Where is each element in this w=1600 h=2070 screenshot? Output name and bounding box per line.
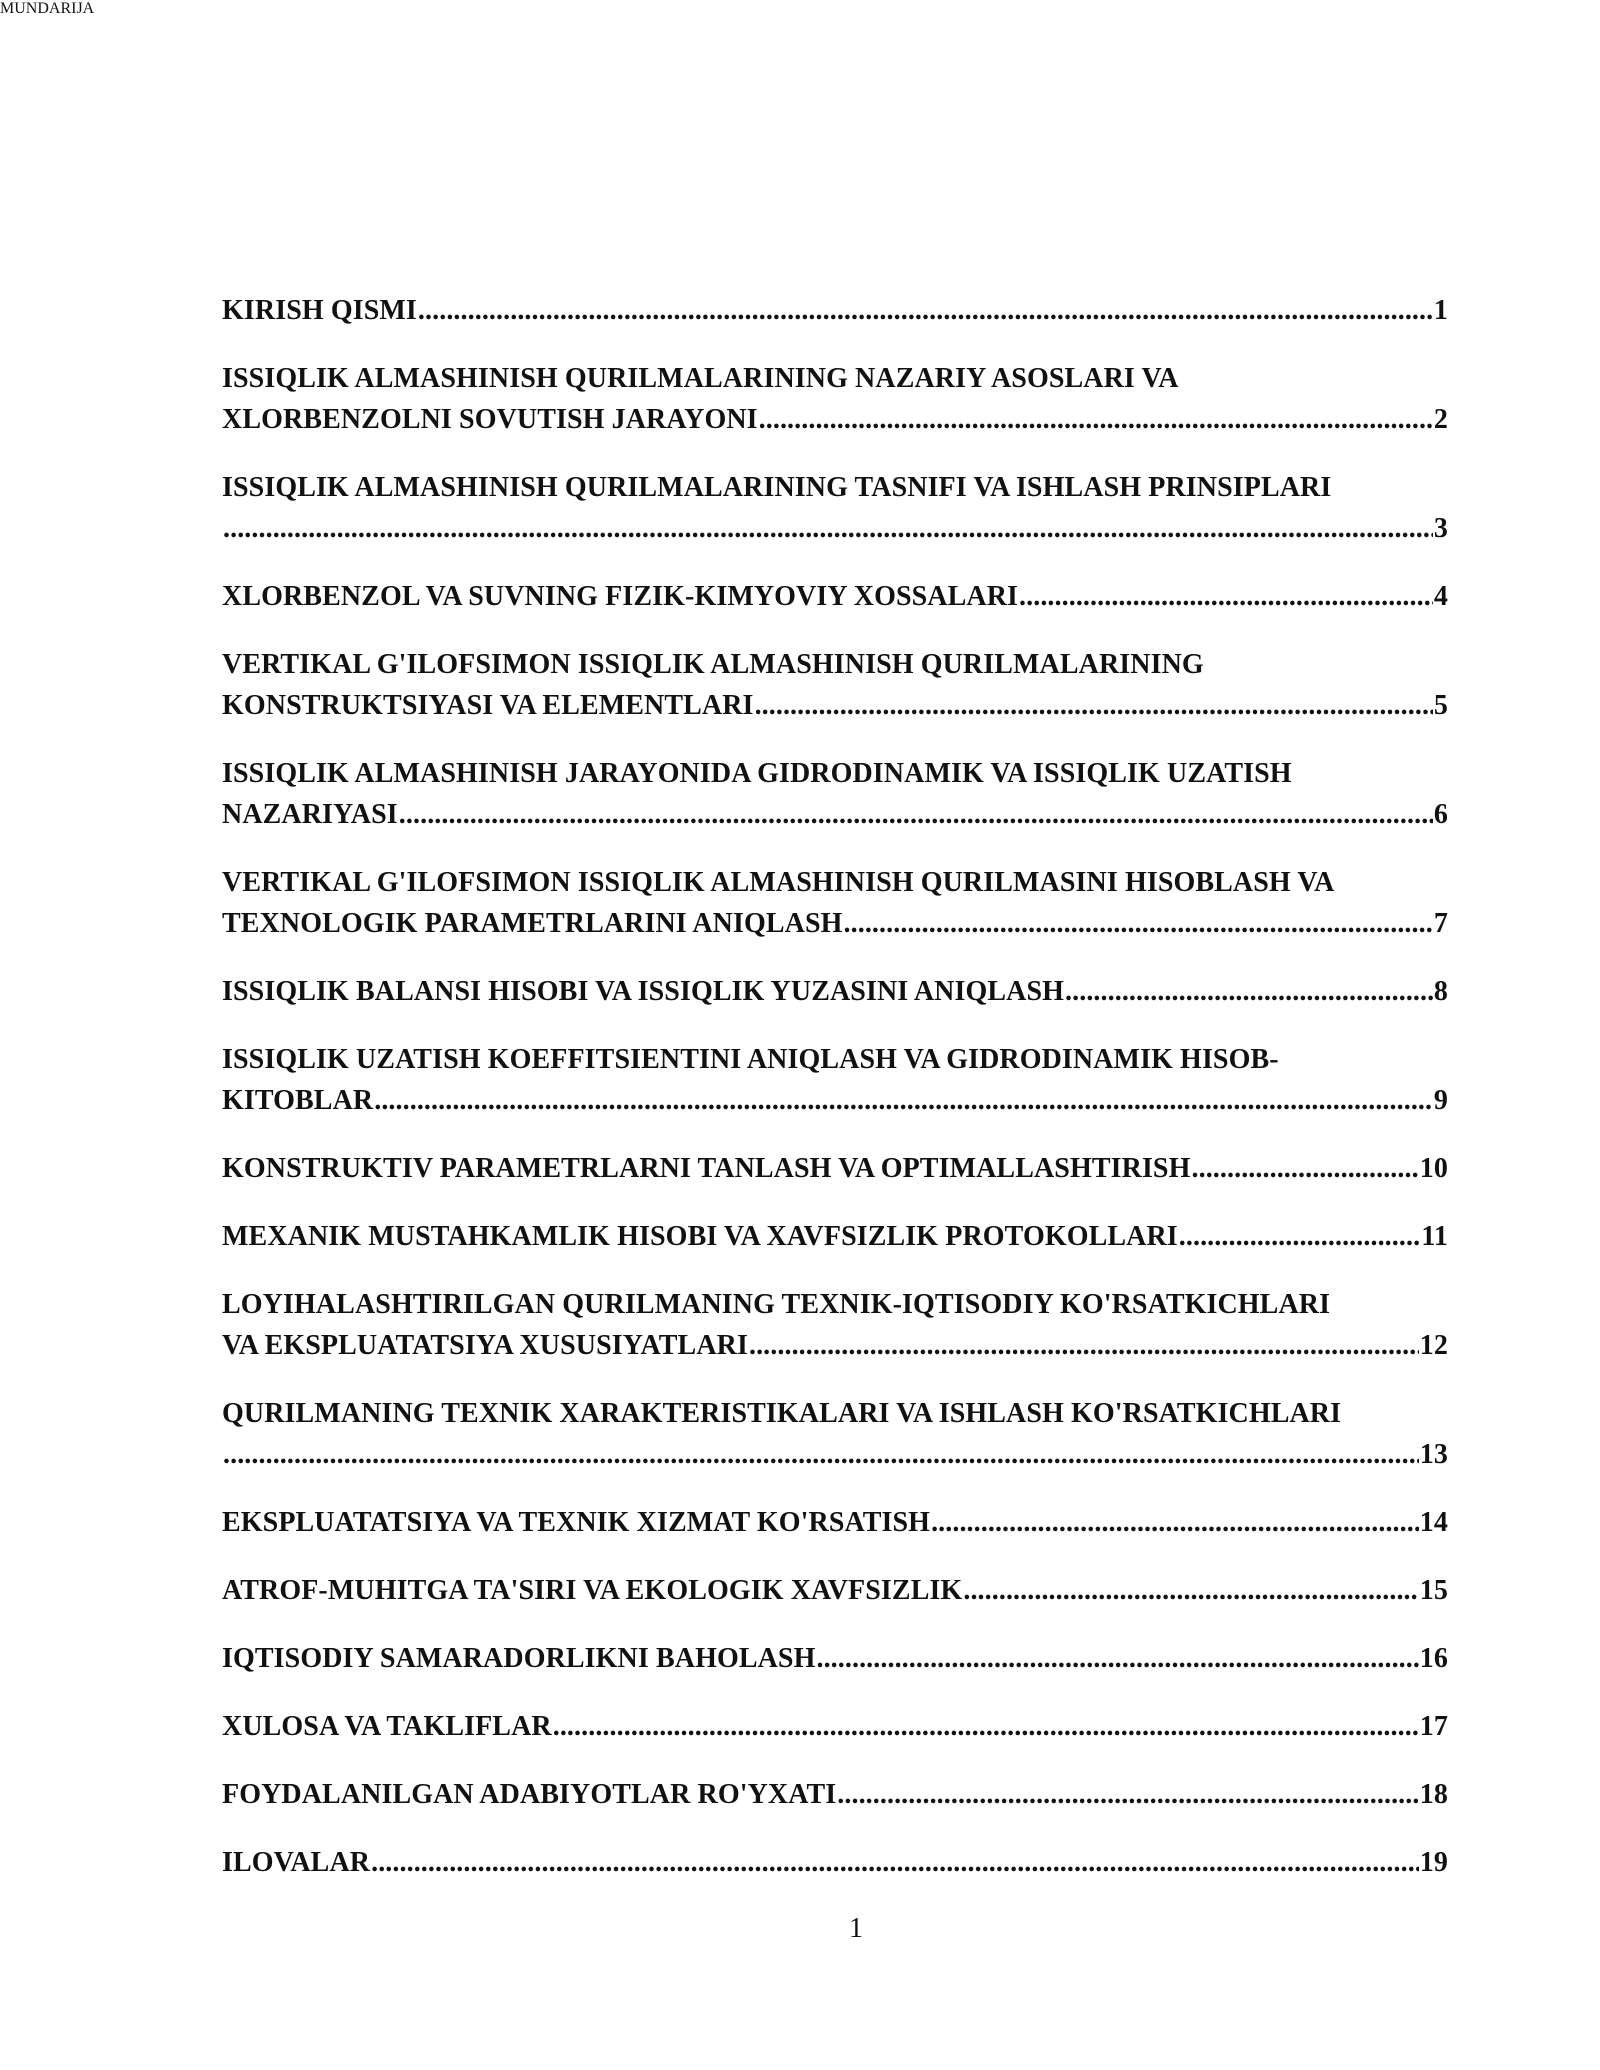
table-of-contents	[222, 290, 1448, 1910]
dot-leader	[374, 1080, 1433, 1121]
toc-entry-title: MEXANIK MUSTAHKAMLIK HISOBI VA XAVFSIZLIK PROTOKOLLARI	[222, 1221, 1178, 1252]
toc-entry-title: ATROF-MUHITGA TA'SIRI VA EKOLOGIK XAVFSIZLIK	[222, 1575, 963, 1606]
toc-entry[interactable]	[222, 1216, 1448, 1257]
dot-leader	[1179, 1216, 1421, 1257]
toc-entry[interactable]	[222, 1148, 1448, 1189]
toc-entry-title: KONSTRUKTSIYASI VA ELEMENTLARI	[222, 690, 754, 721]
toc-entry-title: ILOVALAR	[222, 1847, 371, 1878]
dot-leader	[223, 1434, 1419, 1475]
dot-leader	[223, 508, 1433, 549]
toc-entry-title: NAZARIYASI	[222, 799, 398, 830]
toc-entry-title-first-line: ISSIQLIK ALMASHINISH QURILMALARINING TASNIFI VA ISHLASH PRINSIPLARI	[222, 472, 1332, 503]
toc-entry-page-number: 9	[1433, 1085, 1448, 1116]
dot-leader	[399, 794, 1433, 835]
toc-entry-title-first-line: ISSIQLIK ALMASHINISH JARAYONIDA GIDRODINAMIK VA ISSIQLIK UZATISH	[222, 758, 1292, 789]
toc-entry-page-number: 4	[1433, 581, 1448, 612]
toc-entry[interactable]	[222, 358, 1448, 440]
toc-entry-title-first-line: QURILMANING TEXNIK XARAKTERISTIKALARI VA ISHLASH KO'RSATKICHLARI	[222, 1398, 1342, 1429]
toc-entry-last-line	[222, 1434, 1448, 1475]
toc-entry-title: TEXNOLOGIK PARAMETRLARINI ANIQLASH	[222, 908, 843, 939]
toc-entry-page-number: 3	[1433, 513, 1448, 544]
toc-entry-page-number: 2	[1433, 404, 1448, 435]
toc-entry[interactable]	[222, 1774, 1448, 1815]
toc-entry[interactable]	[222, 290, 1448, 331]
toc-entry[interactable]	[222, 1393, 1448, 1475]
toc-entry[interactable]	[222, 1284, 1448, 1366]
toc-entry-last-line	[222, 1325, 1448, 1366]
dot-leader	[418, 290, 1433, 331]
toc-entry-title: EKSPLUATATSIYA VA TEXNIK XIZMAT KO'RSATISH	[222, 1507, 931, 1538]
toc-entry-last-line	[222, 508, 1448, 549]
toc-entry-page-number: 19	[1419, 1847, 1448, 1878]
toc-entry-title: ISSIQLIK BALANSI HISOBI VA ISSIQLIK YUZASINI ANIQLASH	[222, 976, 1065, 1007]
toc-entry-title: KIRISH QISMI	[222, 295, 417, 326]
toc-entry[interactable]	[222, 1706, 1448, 1747]
toc-entry[interactable]	[222, 1842, 1448, 1883]
toc-entry-title-first-line: ISSIQLIK UZATISH KOEFFITSIENTINI ANIQLASH VA GIDRODINAMIK HISOB-	[222, 1044, 1279, 1075]
dot-leader	[837, 1774, 1419, 1815]
dot-leader	[1065, 971, 1433, 1012]
toc-entry[interactable]	[222, 753, 1448, 835]
toc-entry-page-number: 10	[1419, 1153, 1448, 1184]
toc-entry-title: IQTISODIY SAMARADORLIKNI BAHOLASH	[222, 1643, 816, 1674]
toc-entry-page-number: 7	[1433, 908, 1448, 939]
toc-entry[interactable]	[222, 1502, 1448, 1543]
dot-leader	[931, 1502, 1419, 1543]
toc-entry-page-number: 8	[1433, 976, 1448, 1007]
toc-entry-page-number: 12	[1419, 1330, 1448, 1361]
toc-entry-page-number: 17	[1419, 1711, 1448, 1742]
dot-leader	[844, 903, 1433, 944]
dot-leader	[1019, 576, 1433, 617]
toc-entry[interactable]	[222, 862, 1448, 944]
toc-entry[interactable]	[222, 971, 1448, 1012]
toc-entry-title: KONSTRUKTIV PARAMETRLARNI TANLASH VA OPTIMALLASHTIRISH	[222, 1153, 1191, 1184]
toc-entry-title-first-line: LOYIHALASHTIRILGAN QURILMANING TEXNIK-IQTISODIY KO'RSATKICHLARI	[222, 1289, 1331, 1320]
toc-entry-page-number: 5	[1433, 690, 1448, 721]
toc-entry-page-number: 14	[1419, 1507, 1448, 1538]
toc-entry[interactable]	[222, 467, 1448, 549]
toc-entry-last-line	[222, 1080, 1448, 1121]
toc-entry[interactable]	[222, 1638, 1448, 1679]
toc-entry-page-number: 16	[1419, 1643, 1448, 1674]
toc-entry-last-line	[222, 794, 1448, 835]
page-title: MUNDARIJA	[0, 0, 95, 17]
dot-leader	[759, 399, 1433, 440]
toc-entry-title: XLORBENZOL VA SUVNING FIZIK-KIMYOVIY XOSSALARI	[222, 581, 1019, 612]
dot-leader	[755, 685, 1433, 726]
toc-entry-title: KITOBLAR	[222, 1085, 374, 1116]
toc-entry-title: XLORBENZOLNI SOVUTISH JARAYONI	[222, 404, 758, 435]
toc-entry-title-first-line: VERTIKAL G'ILOFSIMON ISSIQLIK ALMASHINISH QURILMALARINING	[222, 649, 1204, 680]
toc-entry-title: XULOSA VA TAKLIFLAR	[222, 1711, 552, 1742]
toc-entry-page-number: 11	[1421, 1221, 1448, 1252]
toc-entry-page-number: 6	[1433, 799, 1448, 830]
toc-entry-last-line	[222, 685, 1448, 726]
toc-entry[interactable]	[222, 1570, 1448, 1611]
toc-entry-last-line	[222, 903, 1448, 944]
dot-leader	[816, 1638, 1418, 1679]
toc-entry-page-number: 15	[1419, 1575, 1448, 1606]
toc-entry[interactable]	[222, 1039, 1448, 1121]
toc-entry[interactable]	[222, 644, 1448, 726]
dot-leader	[749, 1325, 1419, 1366]
dot-leader	[371, 1842, 1419, 1883]
page-number: 1	[849, 1913, 863, 1944]
toc-entry-title: FOYDALANILGAN ADABIYOTLAR RO'YXATI	[222, 1779, 837, 1810]
toc-entry-page-number: 13	[1419, 1439, 1448, 1470]
dot-leader	[1192, 1148, 1419, 1189]
toc-entry-title-first-line: ISSIQLIK ALMASHINISH QURILMALARINING NAZARIY ASOSLARI VA	[222, 363, 1179, 394]
toc-entry-page-number: 1	[1433, 295, 1448, 326]
toc-entry-last-line	[222, 399, 1448, 440]
toc-entry-title-first-line: VERTIKAL G'ILOFSIMON ISSIQLIK ALMASHINISH QURILMASINI HISOBLASH VA	[222, 867, 1335, 898]
dot-leader	[963, 1570, 1418, 1611]
toc-entry-page-number: 18	[1419, 1779, 1448, 1810]
dot-leader	[553, 1706, 1419, 1747]
toc-entry[interactable]	[222, 576, 1448, 617]
toc-entry-title: VA EKSPLUATATSIYA XUSUSIYATLARI	[222, 1330, 748, 1361]
